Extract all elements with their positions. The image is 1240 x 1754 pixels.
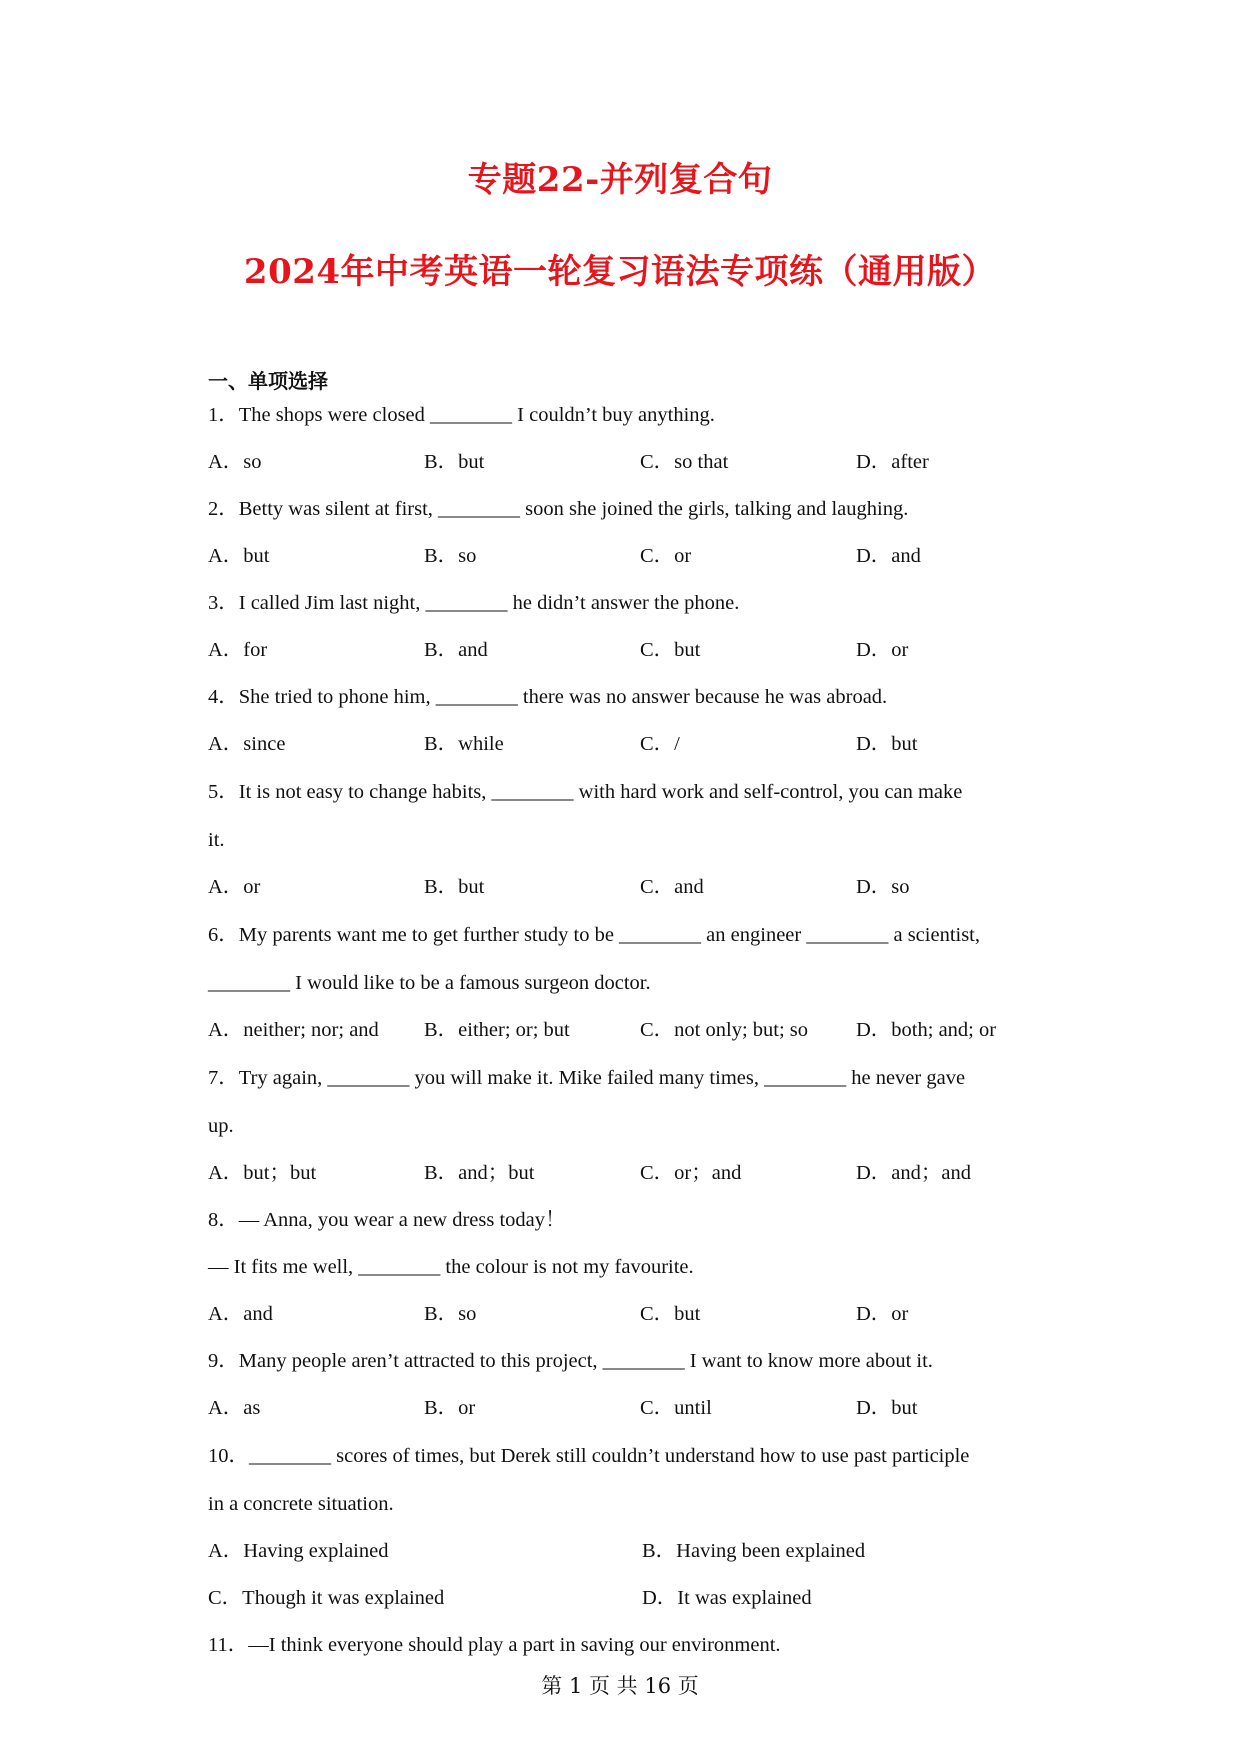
option-c: C．but bbox=[640, 1303, 701, 1325]
option-a: A．or bbox=[208, 876, 261, 898]
options-row bbox=[208, 1291, 1038, 1338]
options-row bbox=[208, 1385, 1038, 1432]
question-stem: 4．She tried to phone him, ________ there was no answer because he was abroad. bbox=[208, 686, 888, 708]
question-stem: 5．It is not easy to change habits, ________ with hard work and self-control, you can make bbox=[208, 781, 963, 803]
option-a: A．but；but bbox=[208, 1162, 317, 1184]
options-row bbox=[208, 721, 1038, 768]
question-stem: 9．Many people aren’t attracted to this project, ________ I want to know more about it. bbox=[208, 1350, 933, 1372]
question-stem: 7．Try again, ________ you will make it. Mike failed many times, ________ he never gave bbox=[208, 1067, 966, 1089]
options-row bbox=[208, 1575, 1038, 1622]
options-row bbox=[208, 1007, 1038, 1054]
question-stem-continued: it. bbox=[208, 829, 225, 851]
question-stem: 8．— Anna, you wear a new dress today！ bbox=[208, 1209, 566, 1231]
option-a: A．so bbox=[208, 451, 262, 473]
option-d: D．and；and bbox=[856, 1162, 972, 1184]
option-c: C．but bbox=[640, 639, 701, 661]
options-row bbox=[208, 439, 1038, 486]
option-b: B．and bbox=[424, 639, 488, 661]
option-d: D．and bbox=[856, 545, 921, 567]
section-heading: 一、单项选择 bbox=[208, 369, 328, 393]
option-d: D．It was explained bbox=[642, 1587, 812, 1609]
options-row bbox=[208, 627, 1038, 674]
document-title: 专题22-并列复合句 bbox=[467, 160, 773, 200]
option-c: C．so that bbox=[640, 451, 729, 473]
option-a: A．and bbox=[208, 1303, 273, 1325]
question-stem: 3．I called Jim last night, ________ he didn’t answer the phone. bbox=[208, 592, 740, 614]
option-d: D．or bbox=[856, 1303, 909, 1325]
question-stem: 1．The shops were closed ________ I couldn’t buy anything. bbox=[208, 404, 715, 426]
option-d: D．or bbox=[856, 639, 909, 661]
option-b: B．but bbox=[424, 876, 485, 898]
question-stem: 10．________ scores of times, but Derek still couldn’t understand how to use past participle bbox=[208, 1445, 970, 1467]
question-stem-continued: up. bbox=[208, 1115, 234, 1137]
option-c: C．or；and bbox=[640, 1162, 742, 1184]
question-stem-continued: ________ I would like to be a famous surgeon doctor. bbox=[208, 972, 651, 994]
option-b: B．either; or; but bbox=[424, 1019, 570, 1041]
option-d: D．so bbox=[856, 876, 910, 898]
options-row bbox=[208, 1150, 1038, 1197]
option-c: C．not only; but; so bbox=[640, 1019, 809, 1041]
option-c: C．or bbox=[640, 545, 692, 567]
options-row bbox=[208, 533, 1038, 580]
question-list bbox=[208, 392, 1038, 1669]
question-stem: 11．—I think everyone should play a part in saving our environment. bbox=[208, 1634, 781, 1656]
question-stem-continued: — It fits me well, ________ the colour is not my favourite. bbox=[208, 1256, 694, 1278]
option-a: A．for bbox=[208, 639, 268, 661]
option-a: A．but bbox=[208, 545, 270, 567]
option-d: D．but bbox=[856, 733, 918, 755]
option-c: C．Though it was explained bbox=[208, 1587, 445, 1609]
option-d: D．but bbox=[856, 1397, 918, 1419]
option-a: A．as bbox=[208, 1397, 261, 1419]
options-row bbox=[208, 864, 1038, 911]
option-d: D．both; and; or bbox=[856, 1019, 997, 1041]
option-a: A．neither; nor; and bbox=[208, 1019, 379, 1041]
option-c: C．and bbox=[640, 876, 704, 898]
question-stem-continued: in a concrete situation. bbox=[208, 1493, 394, 1515]
option-b: B．while bbox=[424, 733, 504, 755]
option-d: D．after bbox=[856, 451, 929, 473]
option-c: C．until bbox=[640, 1397, 712, 1419]
option-c: C．/ bbox=[640, 733, 680, 755]
page-footer: 第 1 页 共 16 页 bbox=[541, 1674, 699, 1698]
question-stem: 6．My parents want me to get further study to be ________ an engineer ________ a scientist, bbox=[208, 924, 981, 946]
option-b: B．but bbox=[424, 451, 485, 473]
option-a: A．Having explained bbox=[208, 1540, 389, 1562]
option-b: B．and；but bbox=[424, 1162, 535, 1184]
option-b: B．Having been explained bbox=[642, 1540, 866, 1562]
document-subtitle: 2024年中考英语一轮复习语法专项练（通用版） bbox=[243, 252, 997, 292]
option-b: B．or bbox=[424, 1397, 476, 1419]
option-a: A．since bbox=[208, 733, 286, 755]
options-row bbox=[208, 1528, 1038, 1575]
question-stem: 2．Betty was silent at first, ________ soon she joined the girls, talking and laughing. bbox=[208, 498, 909, 520]
option-b: B．so bbox=[424, 1303, 477, 1325]
option-b: B．so bbox=[424, 545, 477, 567]
